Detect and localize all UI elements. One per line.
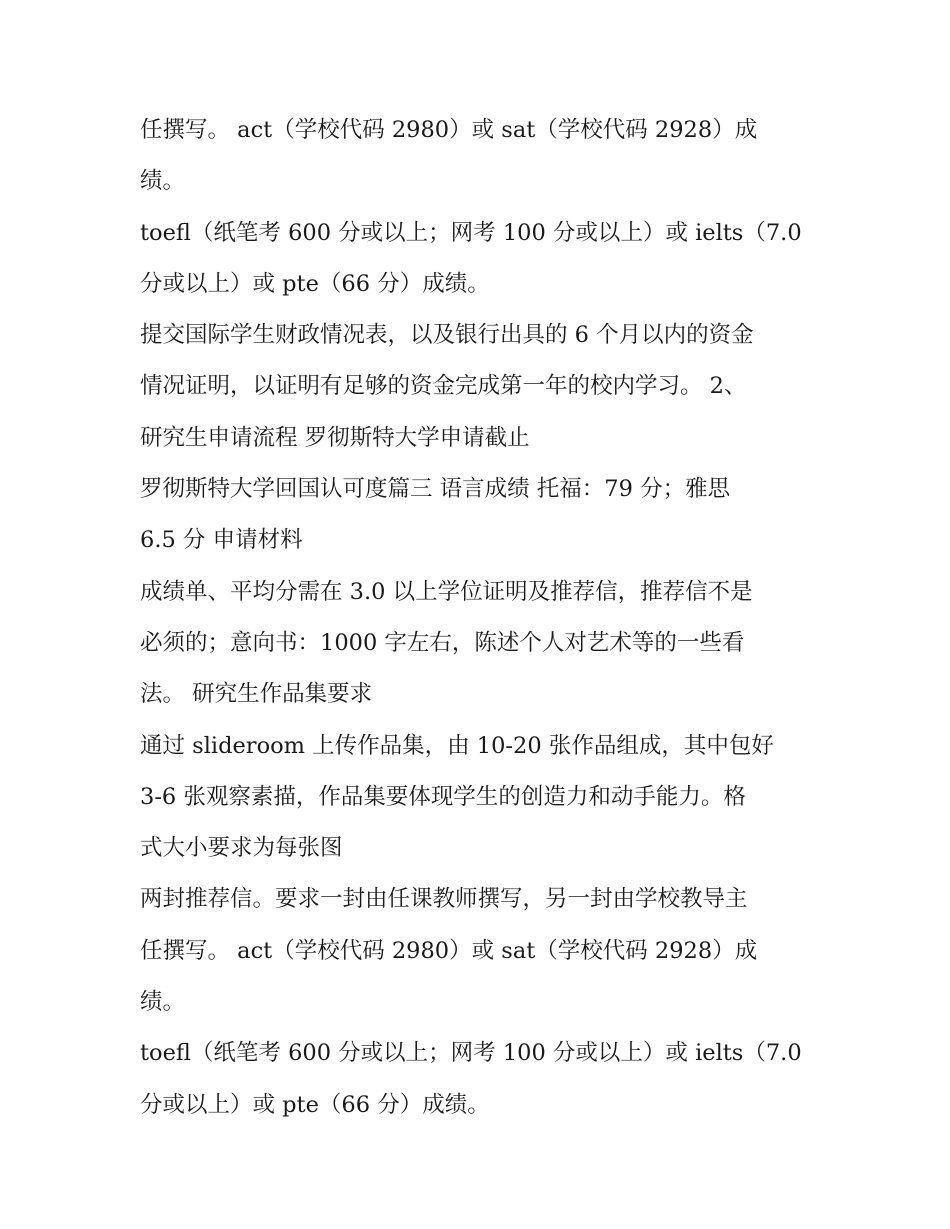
text-line: 研究生申请流程 罗彻斯特大学申请截止	[140, 424, 530, 451]
text-line: 6.5 分 申请材料	[140, 527, 303, 554]
text-line: 法。 研究生作品集要求	[140, 681, 373, 708]
text-line: toefl（纸笔考 600 分或以上；网考 100 分或以上）或 ielts（7.0	[140, 1040, 802, 1067]
text-line: 式大小要求为每张图	[140, 835, 343, 862]
document-body	[140, 105, 840, 1131]
text-line: 罗彻斯特大学回国认可度篇三 语言成绩 托福：79 分；雅思	[140, 476, 731, 503]
text-line: 分或以上）或 pte（66 分）成绩。	[140, 270, 490, 297]
text-line: 必须的；意向书：1000 字左右，陈述个人对艺术等的一些看	[140, 629, 745, 656]
text-line: 绩。	[140, 168, 186, 195]
text-line: 成绩单、平均分需在 3.0 以上学位证明及推荐信，推荐信不是	[140, 578, 753, 605]
text-line: 两封推荐信。要求一封由任课教师撰写，另一封由学校教导主	[140, 886, 748, 913]
text-line: 3-6 张观察素描，作品集要体现学生的创造力和动手能力。格	[140, 783, 746, 810]
text-line: 分或以上）或 pte（66 分）成绩。	[140, 1091, 490, 1118]
text-line: 情况证明，以证明有足够的资金完成第一年的校内学习。 2、	[140, 373, 747, 400]
text-line: 通过 slideroom 上传作品集，由 10-20 张作品组成，其中包好	[140, 732, 774, 759]
text-line: toefl（纸笔考 600 分或以上；网考 100 分或以上）或 ielts（7.0	[140, 219, 802, 246]
text-line: 提交国际学生财政情况表，以及银行出具的 6 个月以内的资金	[140, 322, 754, 349]
text-line: 任撰写。 act（学校代码 2980）或 sat（学校代码 2928）成	[140, 937, 758, 964]
text-line: 绩。	[140, 989, 186, 1016]
text-line: 任撰写。 act（学校代码 2980）或 sat（学校代码 2928）成	[140, 117, 758, 143]
